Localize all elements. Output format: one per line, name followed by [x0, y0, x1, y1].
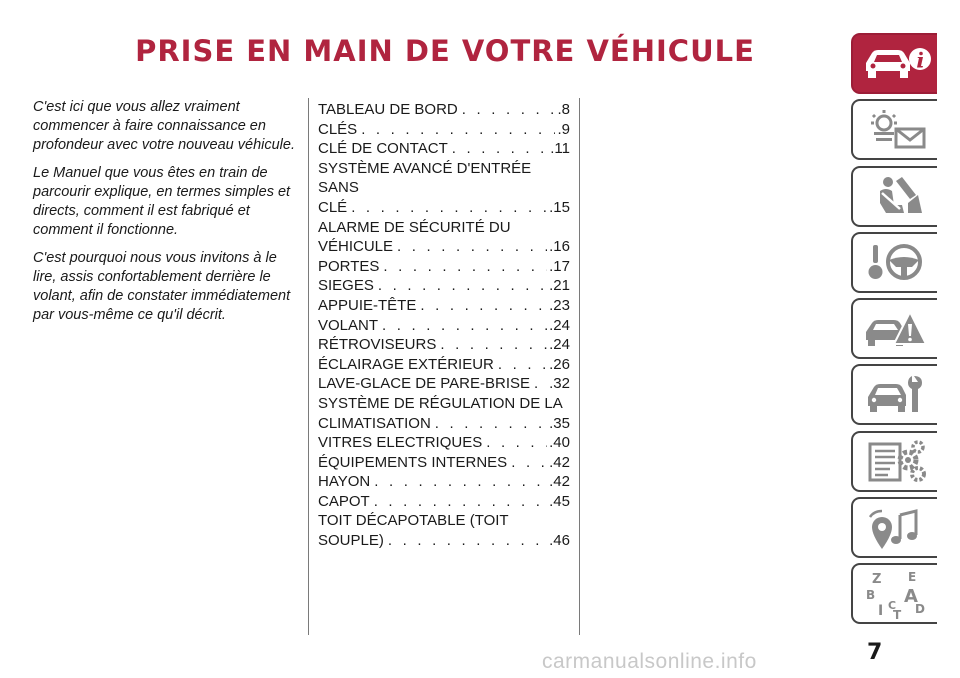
toc-entry-page: .9: [557, 120, 570, 138]
toc-entry-page: .40: [549, 434, 570, 452]
toc-entry-title: CAPOT: [318, 492, 370, 510]
toc-entry-title: APPUIE-TÊTE: [318, 296, 417, 314]
toc-entry-title: SOUPLE): [318, 532, 384, 550]
column-divider: [308, 98, 309, 635]
car-info-icon: [858, 41, 932, 87]
steering-key-icon: [860, 239, 930, 285]
maintenance-icon: [860, 372, 930, 418]
index-letter: A: [904, 585, 918, 607]
toc-entry-page: .11: [550, 140, 570, 158]
toc-entry-page: .45: [549, 492, 570, 510]
toc-entry[interactable]: [318, 159, 570, 218]
toc-entry[interactable]: [318, 374, 570, 394]
column-divider: [579, 98, 580, 635]
toc-leader-dots: [435, 414, 547, 434]
toc-entry[interactable]: [318, 218, 570, 257]
intro-paragraph: C'est ici que vous allez vraiment commencer à faire connaissance en profondeur avec votre nouveau véhicule.: [33, 99, 295, 153]
toc-leader-dots: [534, 374, 547, 394]
toc-entry[interactable]: [318, 296, 570, 316]
tab-index[interactable]: [851, 563, 937, 624]
page-title: PRISE EN MAIN DE VOTRE VÉHICULE: [135, 34, 755, 68]
toc-leader-dots: [498, 355, 547, 375]
toc-entry-page: .42: [549, 473, 570, 491]
toc-entry[interactable]: [318, 316, 570, 336]
toc-entry-title: VÉHICULE: [318, 238, 394, 256]
toc-entry-title: LAVE-GLACE DE PARE-BRISE: [318, 375, 531, 393]
chapter-tabs: [851, 33, 939, 630]
multimedia-icon: [860, 505, 930, 551]
tab-emergency[interactable]: [851, 298, 937, 359]
toc-entry-title: CLIMATISATION: [318, 414, 431, 432]
index-letter: Z: [872, 571, 882, 587]
toc-entry-title-line: SYSTÈME DE RÉGULATION DE LA: [318, 394, 563, 412]
toc-entry-title-line: ALARME DE SÉCURITÉ DU: [318, 218, 511, 236]
seat-safety-icon: [860, 173, 930, 219]
toc-entry[interactable]: [318, 453, 570, 473]
page-number: 7: [867, 640, 883, 665]
toc-entry[interactable]: [318, 511, 570, 550]
toc-entry-line: [318, 453, 570, 473]
toc-entry[interactable]: [318, 355, 570, 375]
index-icon: [860, 569, 930, 619]
toc-leader-dots: [378, 276, 547, 296]
toc-entry-title: CLÉ DE CONTACT: [318, 140, 448, 158]
toc-entry-title: HAYON: [318, 473, 371, 491]
tab-maintenance[interactable]: [851, 364, 937, 425]
toc-leader-dots: [388, 531, 547, 551]
toc-entry-title: SIEGES: [318, 277, 374, 295]
toc-entry-title: ÉQUIPEMENTS INTERNES: [318, 453, 508, 471]
toc-leader-dots: [440, 335, 547, 355]
toc-entry-line: [318, 492, 570, 512]
toc-entry-title: PORTES: [318, 257, 380, 275]
toc-entry-title: ÉCLAIRAGE EXTÉRIEUR: [318, 355, 494, 373]
table-of-contents: [318, 100, 570, 551]
toc-leader-dots: [511, 453, 547, 473]
toc-entry-page: .15: [549, 198, 570, 216]
toc-entry[interactable]: [318, 120, 570, 140]
tab-starting-driving[interactable]: [851, 232, 937, 293]
emergency-icon: [860, 306, 930, 352]
warning-lights-icon: [860, 107, 930, 153]
technical-data-icon: [860, 438, 930, 484]
toc-entry[interactable]: [318, 394, 570, 433]
toc-entry[interactable]: [318, 257, 570, 277]
toc-entry-line: [318, 531, 570, 551]
index-letter: T: [893, 607, 902, 619]
toc-leader-dots: [452, 139, 549, 159]
toc-entry-page: .24: [549, 316, 570, 334]
toc-entry-title: VOLANT: [318, 316, 379, 334]
toc-entry-line: [318, 335, 570, 355]
toc-entry-title: CLÉ: [318, 198, 348, 216]
toc-entry-page: .16: [549, 238, 570, 256]
toc-entry-line: [318, 472, 570, 492]
tab-dashboard[interactable]: [851, 99, 937, 160]
toc-leader-dots: [374, 472, 547, 492]
toc-leader-dots: [397, 237, 547, 257]
toc-entry-line: [318, 316, 570, 336]
toc-entry-page: .21: [549, 277, 570, 295]
tab-getting-to-know[interactable]: [851, 33, 937, 94]
toc-entry-page: .23: [549, 296, 570, 314]
toc-entry-line: [318, 100, 570, 120]
toc-leader-dots: [351, 198, 547, 218]
toc-entry[interactable]: [318, 472, 570, 492]
intro-paragraph: Le Manuel que vous êtes en train de parcourir explique, en termes simples et directs, comment il est fabriqué et comment il fonctionne.: [33, 165, 291, 238]
toc-entry-title: CLÉS: [318, 120, 358, 138]
index-letter: D: [915, 601, 925, 616]
toc-entry-title: VITRES ELECTRIQUES: [318, 434, 483, 452]
intro-paragraph: C'est pourquoi nous vous invitons à le lire, assis confortablement derrière le volant, afin de constater immédiatement par vous-même ce qu'il décrit.: [33, 250, 291, 323]
toc-leader-dots: [383, 257, 547, 277]
toc-entry-page: .8: [557, 101, 570, 118]
toc-entry-line: [318, 237, 570, 257]
toc-entry-line: [318, 296, 570, 316]
toc-leader-dots: [374, 492, 547, 512]
toc-entry[interactable]: [318, 335, 570, 355]
toc-entry-line: [318, 276, 570, 296]
toc-entry[interactable]: [318, 433, 570, 453]
index-letter: E: [908, 569, 917, 584]
toc-entry-page: .35: [549, 414, 570, 432]
toc-entry-line: [318, 139, 570, 159]
watermark: carmanualsonline.info: [542, 650, 757, 673]
toc-entry-line: [318, 257, 570, 277]
toc-entry-title: RÉTROVISEURS: [318, 336, 437, 354]
toc-entry[interactable]: [318, 100, 570, 120]
index-letter: I: [878, 602, 884, 619]
toc-leader-dots: [420, 296, 547, 316]
toc-entry-page: .42: [549, 453, 570, 471]
toc-entry-page: .17: [549, 257, 570, 275]
toc-entry[interactable]: [318, 492, 570, 512]
toc-entry-line: [318, 355, 570, 375]
toc-entry-line: [318, 198, 570, 218]
toc-entry[interactable]: [318, 276, 570, 296]
toc-entry-title-line: SYSTÈME AVANCÉ D'ENTRÉE SANS: [318, 159, 532, 197]
toc-entry-title: TABLEAU DE BORD: [318, 101, 458, 118]
toc-entry-line: [318, 374, 570, 394]
toc-leader-dots: [462, 100, 556, 120]
toc-entry-page: .46: [549, 532, 570, 550]
toc-entry-line: [318, 433, 570, 453]
toc-leader-dots: [361, 120, 555, 140]
tab-technical-data[interactable]: [851, 431, 937, 492]
toc-entry-page: .26: [549, 355, 570, 373]
toc-entry-line: [318, 120, 570, 140]
toc-entry-page: .24: [549, 336, 570, 354]
tab-safety[interactable]: [851, 166, 937, 227]
toc-entry[interactable]: [318, 139, 570, 159]
toc-leader-dots: [382, 316, 547, 336]
index-letter: C: [888, 598, 897, 612]
toc-entry-title-line: TOIT DÉCAPOTABLE (TOIT: [318, 512, 509, 530]
index-letter: B: [866, 587, 876, 602]
toc-entry-line: [318, 414, 570, 434]
intro-text: [33, 98, 298, 334]
toc-entry-page: .32: [549, 375, 570, 393]
tab-multimedia[interactable]: [851, 497, 937, 558]
toc-leader-dots: [486, 433, 547, 453]
